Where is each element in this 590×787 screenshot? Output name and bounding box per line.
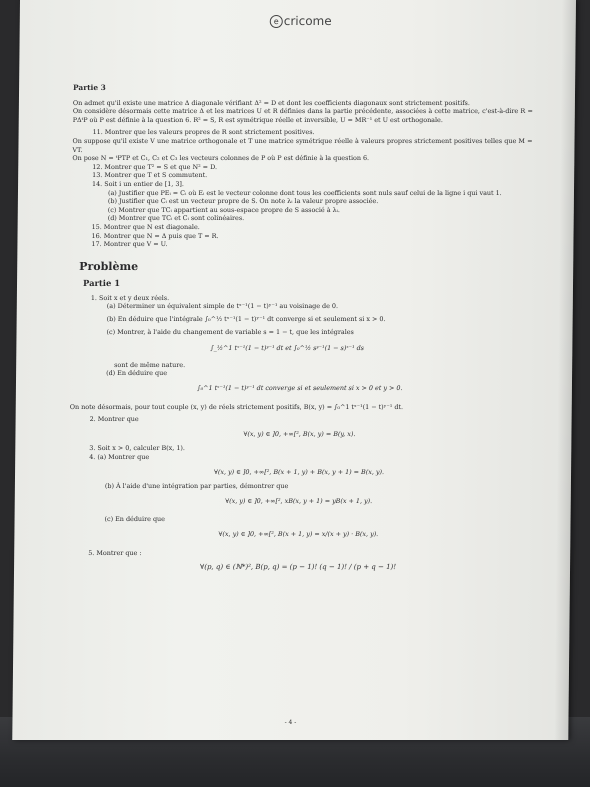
question-14: 14. Soit i un entier de [1, 3].	[92, 179, 185, 188]
question-14a: (a) Justifier que PEᵢ = Cᵢ où Eᵢ est le vecteur colonne dont tous les coefficients sont nuls sauf celui de la ligne i qui vaut 1.	[107, 188, 502, 197]
part3-intro4: On pose N = ᵗPTP et C₁, C₂ et C₃ les vecteurs colonnes de P où P est définie à la question 6.	[72, 154, 370, 163]
question-12: 12. Montrer que T² = S et que N² = D.	[92, 162, 218, 171]
question-4b: (b) À l'aide d'une intégration par parties, démontrer que	[104, 482, 289, 491]
question-5-display: ∀(p, q) ∈ (ℕ*)², B(p, q) = (p − 1)! (q − 1)! / (p + q − 1)!	[199, 563, 397, 572]
question-3: 3. Soit x > 0, calculer B(x, 1).	[89, 444, 185, 453]
logo-text: cricome	[283, 14, 332, 28]
part3-intro2: On considère désormais cette matrice Δ et les matrices U et R définies dans la partie précédente, associées à cette matrice, c'est-à-dire R = PΔᵗP où P est définie à la question 6. R² = S, R est symétrique réelle et inversible, U = MR⁻¹ et U est orthogonale.	[72, 107, 533, 124]
question-1b: (b) En déduire que l'intégrale ∫₀^½ tˣ⁻¹(1 − t)ʸ⁻¹ dt converge si et seulement si x > 0.	[106, 315, 386, 324]
question-4c: (c) En déduire que	[104, 515, 165, 524]
logo-mark-icon: e	[270, 15, 283, 28]
part3-title: Partie 3	[73, 83, 106, 92]
part3-intro1: On admet qu'il existe une matrice Δ diagonale vérifiant Δ² = D et dont les coefficients diagonaux sont strictement positifs.	[72, 98, 470, 107]
question-2: 2. Montrer que	[89, 415, 139, 424]
question-1c: (c) Montrer, à l'aide du changement de variable s = 1 − t, que les intégrales	[106, 327, 354, 336]
ecricome-logo	[270, 14, 332, 28]
question-1c-end: sont de même nature.	[114, 360, 186, 369]
question-1d: (d) En déduire que	[106, 369, 168, 378]
page-number: - 4 -	[284, 719, 297, 726]
question-1: 1. Soit x et y deux réels.	[90, 293, 170, 302]
question-4b-display: ∀(x, y) ∈ ]0, +∞[², xB(x, y + 1) = yB(x + 1, y).	[225, 496, 373, 505]
page-content	[68, 84, 533, 578]
question-1a: (a) Déterminer un équivalent simple de tˣ⁻¹(1 − t)ʸ⁻¹ au voisinage de 0.	[106, 302, 339, 311]
question-4c-display: ∀(x, y) ∈ ]0, +∞[², B(x + 1, y) = x/(x + y) · B(x, y).	[218, 529, 379, 538]
question-2-display: ∀(x, y) ∈ ]0, +∞[², B(x, y) = B(y, x).	[243, 429, 356, 438]
problem-title: Problème	[79, 259, 139, 273]
question-1d-display: ∫₀^1 tˣ⁻¹(1 − t)ʸ⁻¹ dt converge si et seulement si x > 0 et y > 0.	[197, 384, 403, 393]
question-4a-display: ∀(x, y) ∈ ]0, +∞[², B(x + 1, y) + B(x, y + 1) = B(x, y).	[213, 467, 385, 476]
question-13: 13. Montrer que T et S commutent.	[92, 171, 208, 180]
exam-page	[12, 0, 576, 740]
question-14c: (c) Montrer que TCᵢ appartient au sous-espace propre de S associé à λᵢ.	[107, 205, 341, 214]
part1-title: Partie 1	[82, 278, 121, 289]
question-14d: (d) Montrer que TCᵢ et Cᵢ sont colinéaires.	[107, 214, 245, 223]
beta-definition: On note désormais, pour tout couple (x, y) de réels strictement positifs, B(x, y) = ∫₀^1 tˣ⁻¹(1 − t)ʸ⁻¹ dt.	[69, 402, 404, 411]
question-5: 5. Montrer que :	[88, 548, 142, 557]
question-4a: 4. (a) Montrer que	[89, 453, 150, 461]
question-1c-integrals: ∫_½^1 tˣ⁻¹(1 − t)ʸ⁻¹ dt et ∫₀^½ sʸ⁻¹(1 − s)ˣ⁻¹ ds	[210, 344, 365, 353]
question-11: 11. Montrer que les valeurs propres de R sont strictement positives.	[92, 128, 315, 137]
question-15: 15. Montrer que N est diagonale.	[91, 222, 200, 231]
page-fold-shadow	[554, 0, 576, 740]
part3-intro3: On suppose qu'il existe V une matrice orthogonale et T une matrice symétrique réelle à valeurs propres strictement positives telles que M = VT.	[72, 136, 533, 154]
question-14b: (b) Justifier que Cᵢ est un vecteur propre de S. On note λᵢ la valeur propre associée.	[107, 197, 379, 206]
question-16: 16. Montrer que N = Δ puis que T = R.	[91, 231, 219, 240]
question-17: 17. Montrer que V = U.	[91, 240, 168, 249]
